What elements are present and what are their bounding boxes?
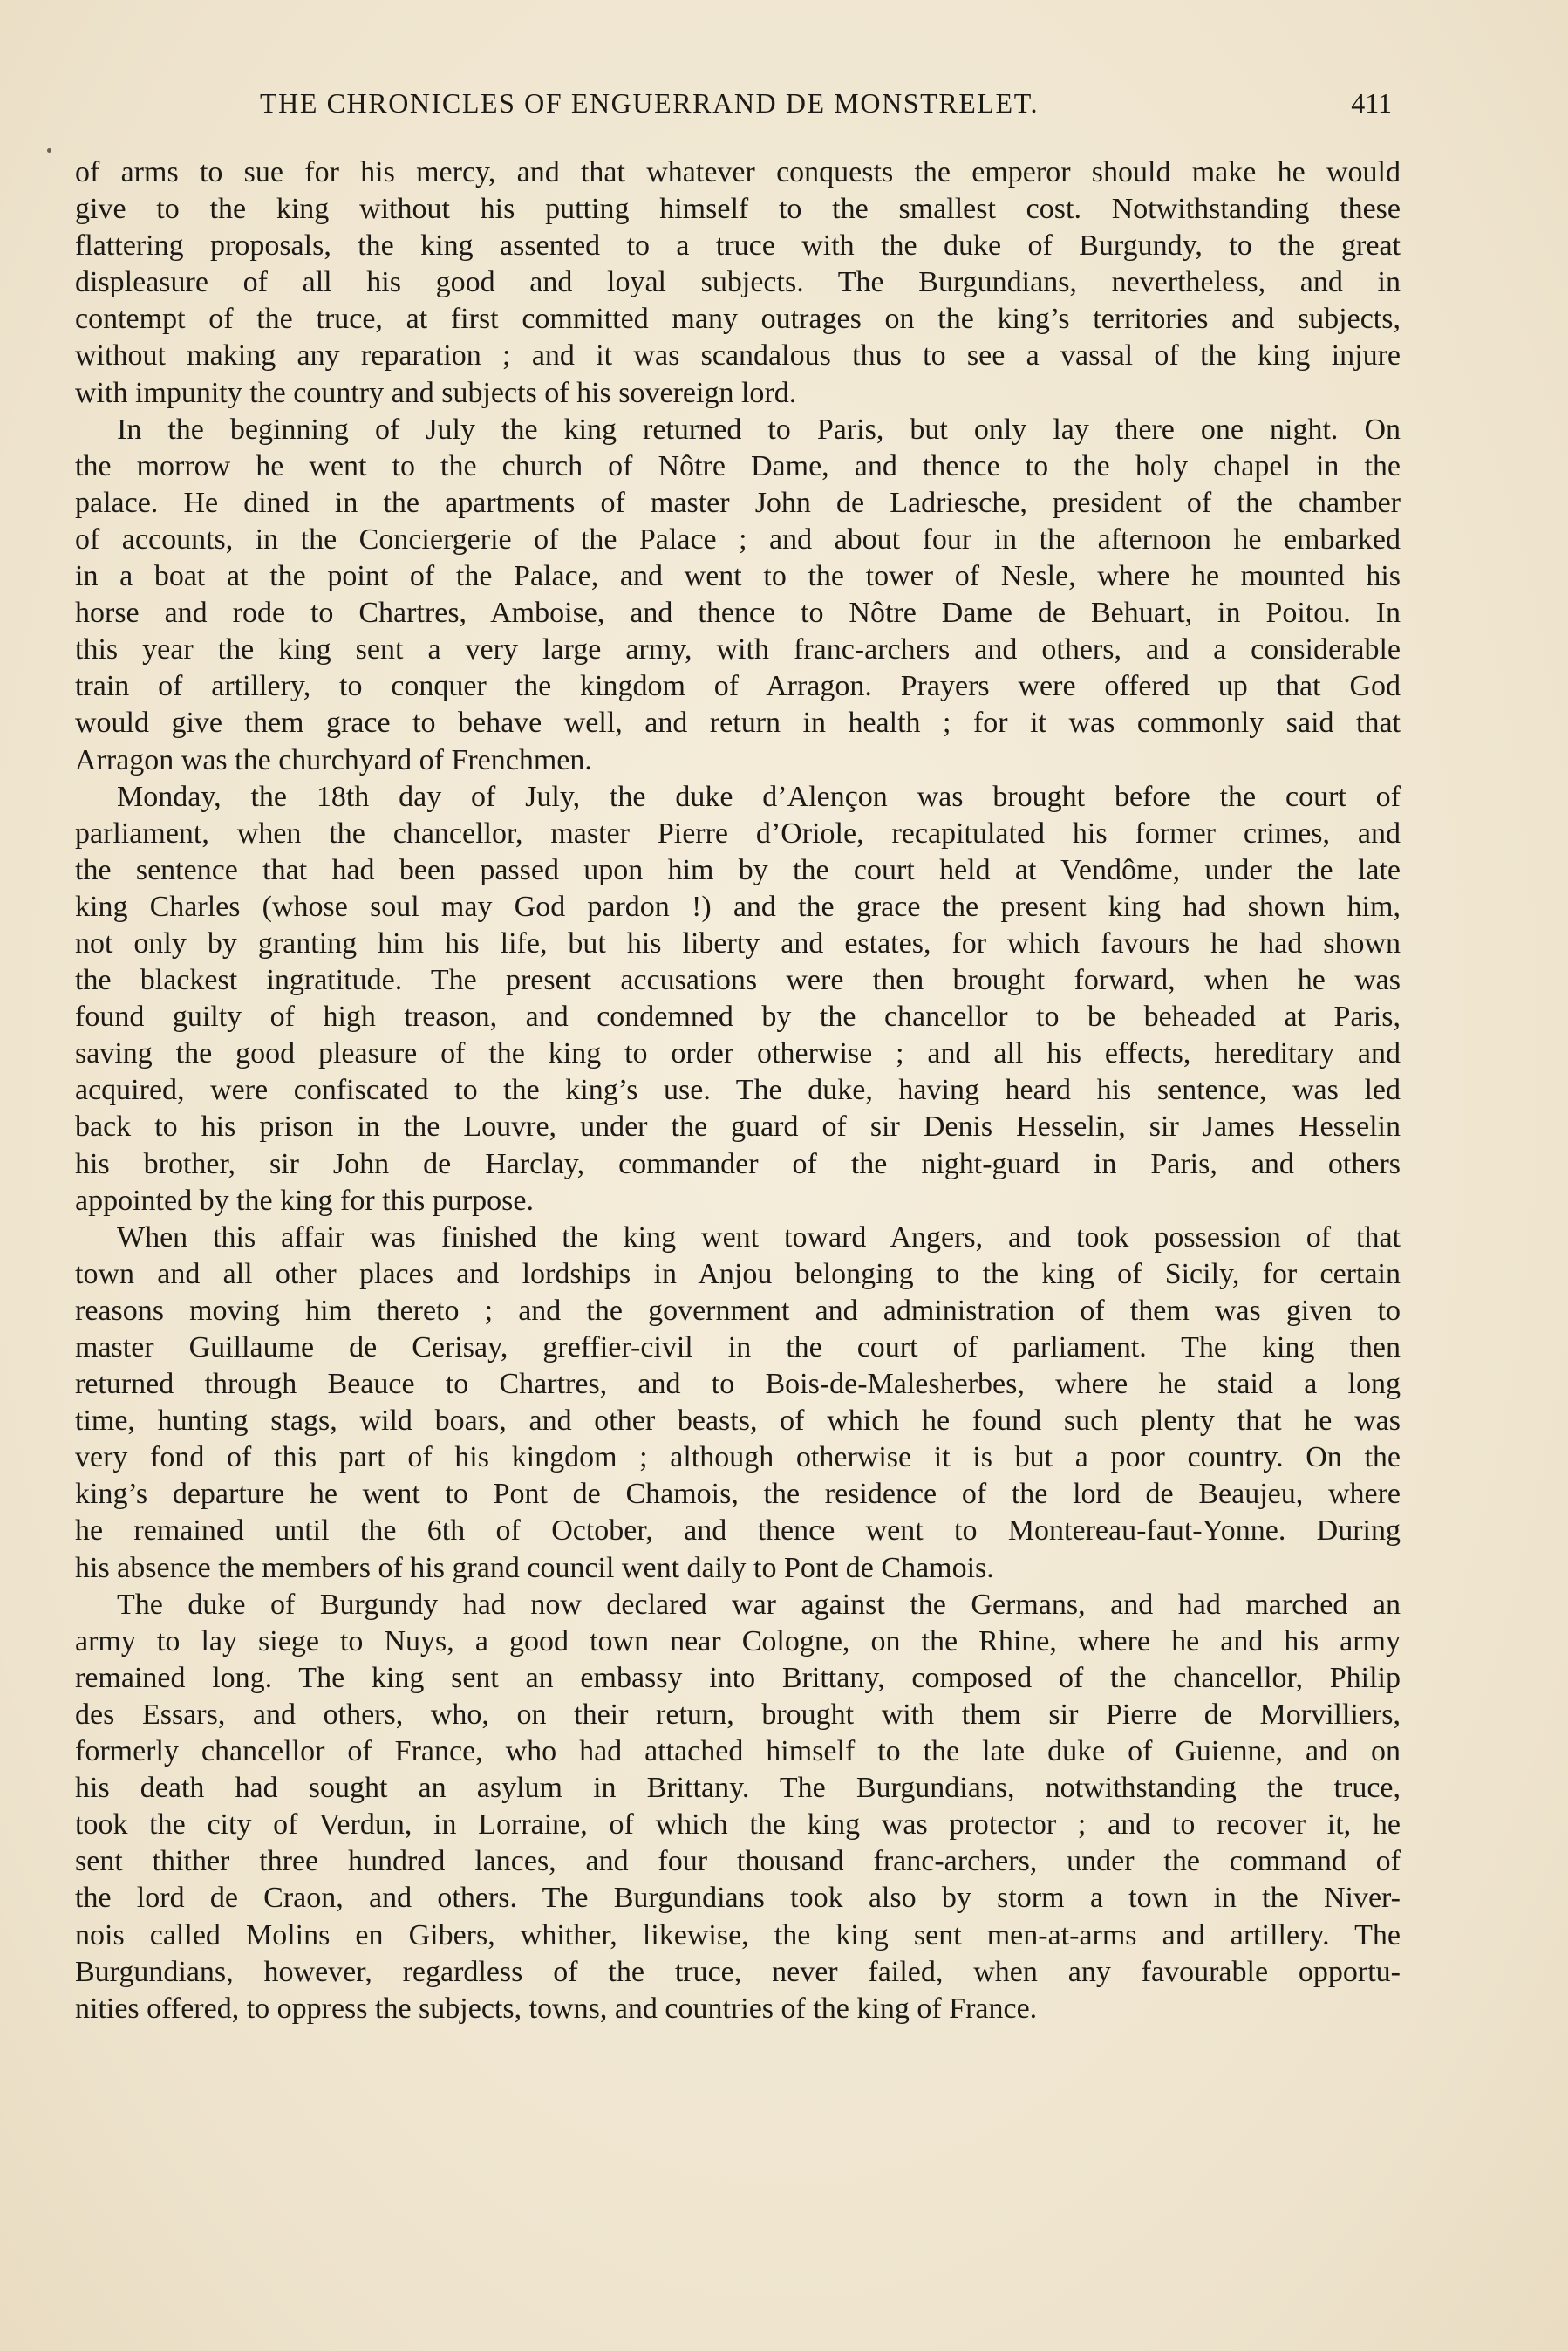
text-line: the morrow he went to the church of Nôtre Dame, and thence to the holy chapel in the [75,449,1401,482]
text-line: reasons moving him thereto ; and the government and administration of them was given to [75,1294,1401,1327]
text-line: the lord de Craon, and others. The Burgundians took also by storm a town in the Niver- [75,1882,1401,1915]
text-line: the blackest ingratitude. The present accusations were then brought forward, when he was [75,964,1401,997]
text-line: of accounts, in the Conciergerie of the Palace ; and about four in the afternoon he embarked [75,523,1401,556]
text-line: flattering proposals, the king assented to a truce with the duke of Burgundy, to the great [75,229,1401,263]
text-line: his brother, sir John de Harclay, commander of the night-guard in Paris, and others [75,1147,1401,1180]
text-line: without making any reparation ; and it was scandalous thus to see a vassal of the king injure [75,339,1401,372]
text-line: In the beginning of July the king returned to Paris, but only lay there one night. On [117,413,1401,446]
text-line: not only by granting him his life, but his liberty and estates, for which favours he had shown [75,926,1401,960]
text-line: formerly chancellor of France, who had attached himself to the late duke of Guienne, and on [75,1735,1401,1768]
text-line: remained long. The king sent an embassy into Brittany, composed of the chancellor, Philip [75,1661,1401,1694]
text-line: Burgundians, however, regardless of the truce, never failed, when any favourable opportu- [75,1955,1401,1988]
margin-mark [47,148,51,153]
text-line: army to lay siege to Nuys, a good town near Cologne, on the Rhine, where he and his army [75,1624,1401,1657]
text-line: of arms to sue for his mercy, and that whatever conquests the emperor should make he would [75,156,1401,188]
text-line: sent thither three hundred lances, and four thousand franc-archers, under the command of [75,1845,1401,1878]
text-line: nois called Molins en Gibers, whither, likewise, the king sent men-at-arms and artillery. The [75,1918,1401,1951]
text-line: very fond of this part of his kingdom ; although otherwise it is but a poor country. On the [75,1441,1401,1474]
paragraph-4 [75,1220,1401,1587]
text-line: horse and rode to Chartres, Amboise, and thence to Nôtre Dame de Behuart, in Poitou. In [75,597,1401,630]
paragraph-5 [75,1587,1401,2027]
text-line: acquired, were confiscated to the king’s use. The duke, having heard his sentence, was led [75,1074,1401,1107]
text-line: king Charles (whose soul may God pardon !) and the grace the present king had shown him, [75,890,1401,923]
text-line: palace. He dined in the apartments of master John de Ladriesche, president of the chamber [75,486,1401,519]
text-line: king’s departure he went to Pont de Chamois, the residence of the lord de Beaujeu, where [75,1478,1401,1511]
text-line: his death had sought an asylum in Brittany. The Burgundians, notwithstanding the truce, [75,1772,1401,1805]
text-line: the sentence that had been passed upon him by the court held at Vendôme, under the late [75,853,1401,886]
text-line: When this affair was finished the king went toward Angers, and took possession of that [117,1220,1401,1254]
text-line: The duke of Burgundy had now declared war against the Germans, and had marched an [117,1588,1401,1621]
text-line: train of artillery, to conquer the kingdom of Arragon. Prayers were offered up that God [75,670,1401,703]
paragraph-3 [75,779,1401,1220]
text-line: contempt of the truce, at first committed many outrages on the king’s territories and subjects, [75,303,1401,336]
text-line: appointed by the king for this purpose. [75,1184,534,1217]
text-line: would give them grace to behave well, and return in health ; for it was commonly said that [75,707,1401,740]
paragraph-2 [75,412,1401,779]
text-line: parliament, when the chancellor, master Pierre d’Oriole, recapitulated his former crimes, and [75,817,1401,850]
text-line: he remained until the 6th of October, and thence went to Montereau-faut-Yonne. During [75,1514,1401,1548]
text-line: Monday, the 18th day of July, the duke d’Alençon was brought before the court of [117,780,1401,813]
paragraph-1 [75,154,1401,412]
text-line: give to the king without his putting himself to the smallest cost. Notwithstanding these [75,193,1401,226]
text-line: time, hunting stags, wild boars, and other beasts, of which he found such plenty that he was [75,1404,1401,1438]
text-line: nities offered, to oppress the subjects, towns, and countries of the king of France. [75,1992,1038,2025]
text-line: town and all other places and lordships in Anjou belonging to the king of Sicily, for certain [75,1257,1401,1290]
text-line: in a boat at the point of the Palace, and went to the tower of Nesle, where he mounted his [75,560,1401,593]
running-title: THE CHRONICLES OF ENGUERRAND DE MONSTRELET. [260,87,1040,119]
text-line: with impunity the country and subjects of his sovereign lord. [75,376,797,409]
text-line: returned through Beauce to Chartres, and to Bois-de-Malesherbes, where he staid a long [75,1368,1401,1401]
text-line: back to his prison in the Louvre, under the guard of sir Denis Hesselin, sir James Hesselin [75,1111,1401,1144]
body-text [75,154,1401,2027]
text-line: master Guillaume de Cerisay, greffier-civil in the court of parliament. The king then [75,1331,1401,1363]
running-head [75,87,1401,131]
text-line: displeasure of all his good and loyal subjects. The Burgundians, nevertheless, and in [75,266,1401,299]
text-line: saving the good pleasure of the king to order otherwise ; and all his effects, hereditary and [75,1037,1401,1070]
page-number: 411 [1351,87,1392,119]
text-line: this year the king sent a very large army, with franc-archers and others, and a considerable [75,633,1401,666]
text-line: des Essars, and others, who, on their return, brought with them sir Pierre de Morvilliers, [75,1698,1401,1731]
text-line: found guilty of high treason, and condemned by the chancellor to be beheaded at Paris, [75,1001,1401,1034]
text-line: Arragon was the churchyard of Frenchmen. [75,743,592,776]
text-line: his absence the members of his grand council went daily to Pont de Chamois. [75,1551,994,1584]
text-line: took the city of Verdun, in Lorraine, of which the king was protector ; and to recover it, he [75,1808,1401,1842]
